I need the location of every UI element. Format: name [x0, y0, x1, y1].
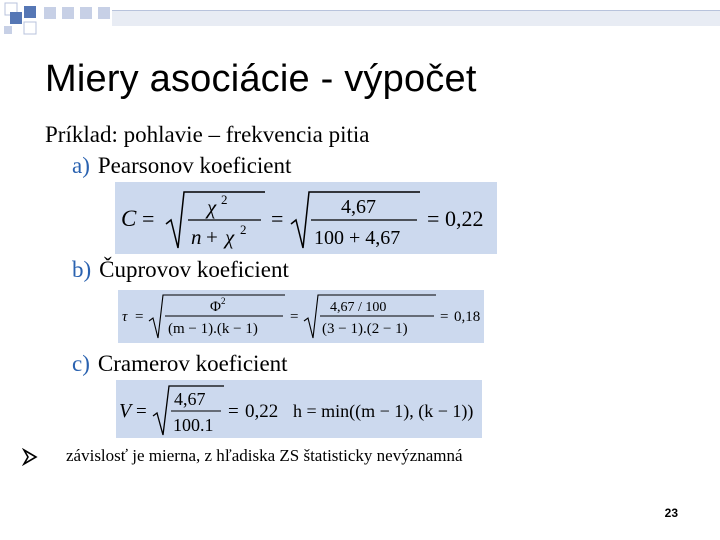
formula-pearson [115, 182, 497, 254]
formula-c-num: 4,67 [174, 389, 206, 409]
svg-text:2: 2 [221, 192, 228, 207]
svg-text:=: = [271, 206, 284, 231]
svg-text:n: n [191, 225, 202, 249]
formula-c-den: 100.1 [173, 415, 214, 435]
formula-c-result: 0,22 [245, 401, 279, 422]
conclusion-text: závislosť je mierna, z hľadiska ZS štatisticky nevýznamná [66, 446, 463, 465]
svg-text:=: = [440, 309, 449, 325]
slide-title: Miery asociácie - výpočet [45, 58, 477, 100]
formula-b-den2: (3 − 1).(2 − 1) [322, 321, 408, 337]
header-decoration [0, 0, 720, 48]
svg-text:2: 2 [221, 296, 226, 306]
formula-c-lhs: V [119, 400, 132, 422]
svg-text:2: 2 [240, 222, 247, 237]
page-number: 23 [664, 506, 678, 520]
list-item-c [72, 351, 288, 377]
svg-text:=: = [135, 309, 144, 325]
svg-text:+: + [206, 225, 218, 249]
list-text-a: Pearsonov koeficient [97, 153, 292, 178]
list-text-b: Čuprovov koeficient [99, 257, 289, 282]
formula-cramer [116, 380, 482, 438]
list-label-b: b) [72, 257, 92, 282]
svg-text:χ: χ [207, 195, 217, 219]
list-text-c: Cramerov koeficient [97, 351, 288, 376]
formula-c-h: h = min((m − 1), (k − 1)) [293, 401, 474, 421]
example-text: Príklad: pohlavie – frekvencia pitia [45, 122, 370, 147]
formula-b-result: 0,18 [454, 309, 481, 325]
svg-text:=: = [142, 206, 155, 231]
formula-a-result: 0,22 [445, 206, 484, 231]
formula-b-den1: (m − 1).(k − 1) [168, 321, 258, 337]
formula-b-lhs: τ [122, 309, 128, 325]
svg-text:=: = [136, 401, 147, 422]
formula-b-num2: 4,67 / 100 [330, 300, 387, 315]
list-label-a: a) [72, 153, 90, 178]
arrow-bullet-icon [22, 448, 40, 466]
formula-b-num1: Φ [210, 299, 221, 315]
svg-text:=: = [290, 309, 299, 325]
list-item-a [72, 153, 291, 179]
formula-a-num: 4,67 [341, 196, 376, 218]
svg-text:χ: χ [225, 225, 235, 249]
list-label-c: c) [72, 351, 90, 376]
svg-text:=: = [427, 206, 440, 231]
formula-tschuprow [118, 290, 484, 343]
formula-a-den: 100 + 4,67 [314, 227, 401, 249]
svg-text:=: = [228, 401, 239, 422]
list-item-b [72, 257, 289, 283]
formula-a-lhs: C [121, 206, 137, 231]
